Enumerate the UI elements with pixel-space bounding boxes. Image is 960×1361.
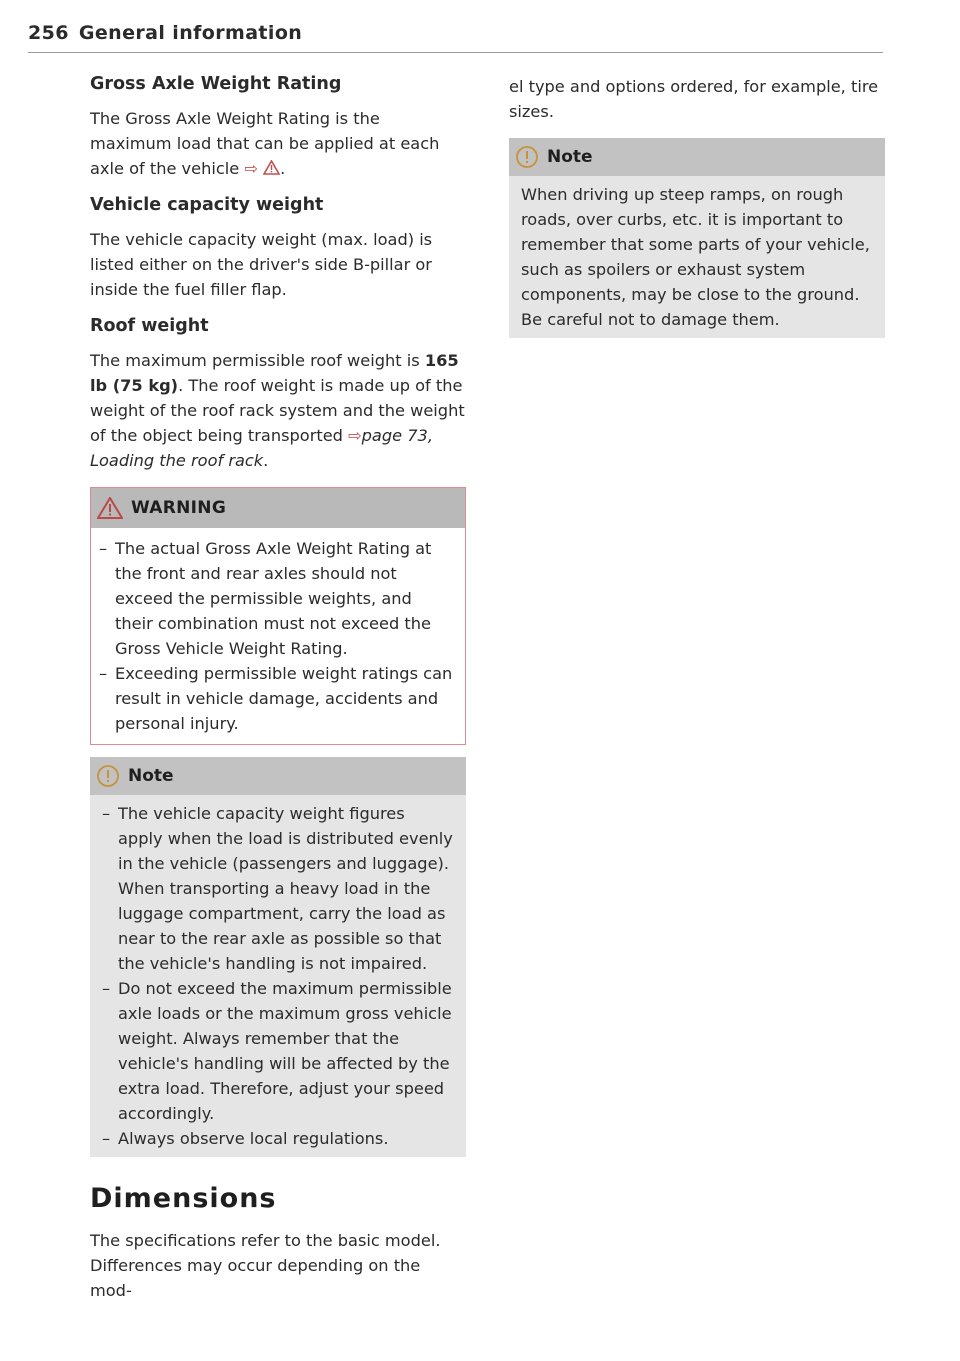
warning-triangle-icon: [97, 497, 123, 519]
gross-axle-text: The Gross Axle Weight Rating is the maximum load that can be applied at each axle of the vehicle ⇨ .: [90, 109, 440, 178]
note-text: When driving up steep ramps, on rough roads, over curbs, etc. it is important to remember that some parts of your vehicle, such as spoilers or exhaust system components, may be close to the ground. Be careful not to damage them.: [521, 185, 870, 329]
capacity-heading: Vehicle capacity weight: [90, 195, 324, 215]
warning-triangle-icon[interactable]: [263, 160, 280, 175]
list-item: – Do not exceed the maximum permissible axle loads or the maximum gross vehicle weight. Always remember that the vehicle's handling will be affected by the extra load. Therefore, adjust your speed accordingly.: [102, 979, 452, 1123]
left-column: [90, 74, 466, 1317]
warning-title: WARNING: [131, 498, 227, 518]
list-item: – Exceeding permissible weight ratings can result in vehicle damage, accidents and personal injury.: [99, 664, 453, 733]
note-box: [509, 138, 885, 338]
arrow-right-icon[interactable]: ⇨: [244, 159, 258, 178]
page-link[interactable]: page 73, Loading the roof rack: [90, 426, 433, 470]
roof-text: The maximum permissible roof weight is 165 lb (75 kg). The roof weight is made up of the weight of the roof rack system and the weight of the object being transported ⇨page 73, Loading the roof rack.: [90, 351, 465, 470]
warning-header: [91, 488, 465, 528]
note-header: [509, 138, 885, 176]
section-title: General information: [78, 22, 303, 44]
note-body: [509, 176, 885, 338]
gross-axle-heading: Gross Axle Weight Rating: [90, 74, 342, 94]
list-item: – Always observe local regulations.: [102, 1129, 389, 1148]
note-title: Note: [128, 766, 174, 786]
list-item: – The vehicle capacity weight figures apply when the load is distributed evenly in the vehicle (passengers and luggage). When transporting a heavy load in the luggage compartment, carry the load as near to the rear axle as possible so that the vehicle's handling is not impaired.: [102, 804, 453, 973]
capacity-text: The vehicle capacity weight (max. load) is listed either on the driver's side B-pillar or inside the fuel filler flap.: [90, 230, 433, 299]
arrow-right-icon[interactable]: ⇨: [348, 426, 362, 445]
page-header: [28, 22, 883, 53]
warning-box: [90, 487, 466, 745]
warning-body: [91, 528, 465, 744]
note-circle-icon: [96, 764, 120, 788]
dimensions-heading: Dimensions: [90, 1183, 277, 1214]
note-body: [90, 795, 466, 1157]
note-title: Note: [547, 147, 593, 167]
roof-heading: Roof weight: [90, 316, 209, 336]
list-item: – The actual Gross Axle Weight Rating at the front and rear axles should not exceed the permissible weights, and their combination must not exceed the Gross Vehicle Weight Rating.: [99, 539, 432, 658]
note-circle-icon: [515, 145, 539, 169]
note-box: [90, 757, 466, 1157]
page-number: 256: [28, 22, 69, 44]
continued-text: el type and options ordered, for example, tire sizes.: [509, 77, 879, 121]
dimensions-text: The specifications refer to the basic model. Differences may occur depending on the mod-: [90, 1231, 441, 1300]
right-column: [509, 74, 885, 338]
note-header: [90, 757, 466, 795]
